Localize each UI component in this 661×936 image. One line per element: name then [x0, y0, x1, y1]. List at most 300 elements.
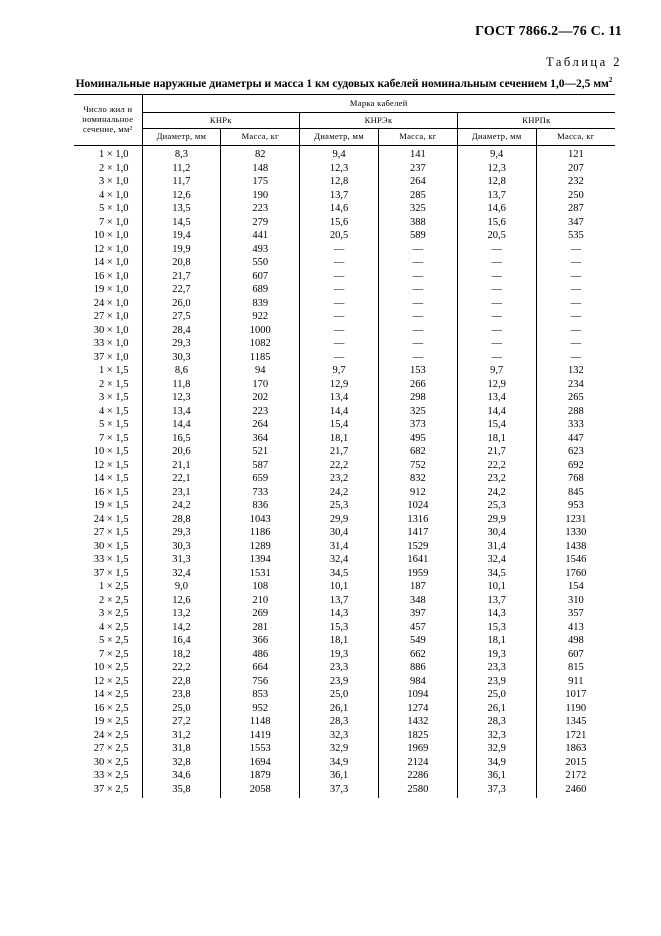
diameter-cell: 8,6	[142, 364, 221, 378]
mass-cell: —	[536, 256, 615, 270]
diameter-cell: 19,9	[142, 243, 221, 257]
mass-cell: 535	[536, 229, 615, 243]
diameter-cell: 34,5	[300, 567, 379, 581]
mass-cell: 373	[378, 418, 457, 432]
mass-cell: 1186	[221, 526, 300, 540]
cable-spec-cell: 1 × 2,5	[74, 580, 142, 594]
diameter-cell: 14,3	[457, 607, 536, 621]
diameter-cell: 21,1	[142, 459, 221, 473]
cable-spec-cell: 1 × 1,5	[74, 364, 142, 378]
diameter-cell: 13,7	[300, 594, 379, 608]
mass-cell: —	[378, 310, 457, 324]
mass-cell: —	[378, 351, 457, 365]
mass-cell: 413	[536, 621, 615, 635]
table-row	[74, 229, 615, 243]
diameter-cell: 22,2	[142, 661, 221, 675]
cable-spec-cell: 1 × 1,0	[74, 146, 142, 162]
diameter-cell: 20,8	[142, 256, 221, 270]
table-row	[74, 270, 615, 284]
subheader-mass: Масса, кг	[536, 129, 615, 146]
diameter-cell: 12,3	[142, 391, 221, 405]
mass-cell: 1345	[536, 715, 615, 729]
diameter-cell: 11,8	[142, 378, 221, 392]
table-row	[74, 607, 615, 621]
mass-cell: 298	[378, 391, 457, 405]
mass-cell: 659	[221, 472, 300, 486]
diameter-cell: 15,3	[457, 621, 536, 635]
cable-spec-cell: 19 × 2,5	[74, 715, 142, 729]
cable-spec-cell: 14 × 1,5	[74, 472, 142, 486]
table-row	[74, 715, 615, 729]
mass-cell: 2580	[378, 783, 457, 799]
diameter-cell: 13,7	[457, 594, 536, 608]
mass-cell: 1432	[378, 715, 457, 729]
table-row	[74, 729, 615, 743]
mass-cell: —	[536, 297, 615, 311]
mass-cell: 589	[378, 229, 457, 243]
diameter-cell: 11,7	[142, 175, 221, 189]
subheader-diameter: Диаметр, мм	[457, 129, 536, 146]
mass-cell: —	[378, 283, 457, 297]
diameter-cell: 14,4	[300, 405, 379, 419]
diameter-cell: —	[300, 270, 379, 284]
diameter-cell: 16,4	[142, 634, 221, 648]
diameter-cell: 31,4	[300, 540, 379, 554]
diameter-cell: —	[457, 310, 536, 324]
diameter-cell: —	[300, 324, 379, 338]
table-row	[74, 553, 615, 567]
mass-cell: 1553	[221, 742, 300, 756]
brand-knrk: КНРк	[142, 113, 300, 129]
row-header-cell: Число жил и номинальное сечение, мм²	[74, 95, 142, 146]
diameter-cell: 13,5	[142, 202, 221, 216]
diameter-cell: —	[457, 256, 536, 270]
mass-cell: 752	[378, 459, 457, 473]
mass-cell: 223	[221, 405, 300, 419]
mass-cell: 266	[378, 378, 457, 392]
mass-cell: 845	[536, 486, 615, 500]
diameter-cell: 32,4	[142, 567, 221, 581]
cable-spec-cell: 37 × 2,5	[74, 783, 142, 799]
mass-cell: —	[378, 256, 457, 270]
cable-spec-cell: 7 × 2,5	[74, 648, 142, 662]
mass-cell: —	[536, 310, 615, 324]
cable-spec-cell: 10 × 1,0	[74, 229, 142, 243]
diameter-cell: 13,2	[142, 607, 221, 621]
diameter-cell: 14,5	[142, 216, 221, 230]
diameter-cell: 26,1	[457, 702, 536, 716]
mass-cell: 441	[221, 229, 300, 243]
diameter-cell: 31,2	[142, 729, 221, 743]
table-row	[74, 162, 615, 176]
mass-cell: 1316	[378, 513, 457, 527]
mass-cell: 607	[221, 270, 300, 284]
table-row	[74, 567, 615, 581]
diameter-cell: 34,9	[457, 756, 536, 770]
diameter-cell: 14,4	[457, 405, 536, 419]
diameter-cell: 12,8	[300, 175, 379, 189]
diameter-cell: 30,4	[300, 526, 379, 540]
diameter-cell: 25,0	[300, 688, 379, 702]
mass-cell: 1043	[221, 513, 300, 527]
diameter-cell: 23,9	[300, 675, 379, 689]
mass-cell: 457	[378, 621, 457, 635]
diameter-cell: —	[300, 243, 379, 257]
cable-spec-cell: 33 × 1,5	[74, 553, 142, 567]
diameter-cell: 37,3	[300, 783, 379, 799]
cable-spec-cell: 16 × 1,5	[74, 486, 142, 500]
diameter-cell: 18,2	[142, 648, 221, 662]
diameter-cell: 9,7	[457, 364, 536, 378]
mass-cell: 364	[221, 432, 300, 446]
cable-spec-cell: 12 × 1,5	[74, 459, 142, 473]
diameter-cell: 23,3	[300, 661, 379, 675]
mass-cell: 1531	[221, 567, 300, 581]
table-row	[74, 742, 615, 756]
table-title-sup: 2	[608, 76, 613, 84]
cable-spec-cell: 10 × 2,5	[74, 661, 142, 675]
mass-cell: 498	[536, 634, 615, 648]
table-row	[74, 351, 615, 365]
diameter-cell: 24,2	[142, 499, 221, 513]
cable-spec-cell: 33 × 1,0	[74, 337, 142, 351]
table-row	[74, 310, 615, 324]
diameter-cell: 16,5	[142, 432, 221, 446]
diameter-cell: 29,3	[142, 337, 221, 351]
cable-spec-cell: 2 × 1,0	[74, 162, 142, 176]
brand-header-cell: Марка кабелей	[142, 95, 615, 113]
mass-cell: 495	[378, 432, 457, 446]
diameter-cell: —	[300, 310, 379, 324]
cable-spec-cell: 2 × 1,5	[74, 378, 142, 392]
diameter-cell: 22,2	[300, 459, 379, 473]
mass-cell: —	[536, 243, 615, 257]
mass-cell: 1879	[221, 769, 300, 783]
diameter-cell: 9,4	[457, 146, 536, 162]
diameter-cell: 27,5	[142, 310, 221, 324]
diameter-cell: 22,2	[457, 459, 536, 473]
diameter-cell: 10,1	[457, 580, 536, 594]
diameter-cell: —	[300, 337, 379, 351]
mass-cell: 839	[221, 297, 300, 311]
diameter-cell: 25,0	[142, 702, 221, 716]
diameter-cell: 15,6	[300, 216, 379, 230]
table-row	[74, 324, 615, 338]
mass-cell: —	[536, 270, 615, 284]
mass-cell: 325	[378, 405, 457, 419]
table-label: Таблица 2	[546, 55, 622, 69]
mass-cell: 333	[536, 418, 615, 432]
mass-cell: 279	[221, 216, 300, 230]
table-row	[74, 202, 615, 216]
diameter-cell: —	[457, 324, 536, 338]
cable-spec-cell: 16 × 1,0	[74, 270, 142, 284]
diameter-cell: 32,3	[457, 729, 536, 743]
mass-cell: 2286	[378, 769, 457, 783]
mass-cell: 1438	[536, 540, 615, 554]
mass-cell: 281	[221, 621, 300, 635]
mass-cell: 2124	[378, 756, 457, 770]
table-row	[74, 526, 615, 540]
diameter-cell: 18,1	[457, 634, 536, 648]
table-row	[74, 283, 615, 297]
table-row	[74, 146, 615, 162]
mass-cell: 815	[536, 661, 615, 675]
diameter-cell: 28,3	[457, 715, 536, 729]
mass-cell: 1641	[378, 553, 457, 567]
diameter-cell: 14,4	[142, 418, 221, 432]
table-row	[74, 513, 615, 527]
diameter-cell: 20,5	[457, 229, 536, 243]
cable-spec-cell: 14 × 1,0	[74, 256, 142, 270]
diameter-cell: 14,3	[300, 607, 379, 621]
table-row	[74, 418, 615, 432]
mass-cell: 207	[536, 162, 615, 176]
cable-spec-cell: 30 × 2,5	[74, 756, 142, 770]
mass-cell: 310	[536, 594, 615, 608]
diameter-cell: 12,3	[300, 162, 379, 176]
table-row	[74, 580, 615, 594]
table-row	[74, 540, 615, 554]
mass-cell: —	[378, 297, 457, 311]
diameter-cell: 21,7	[300, 445, 379, 459]
diameter-cell: 9,7	[300, 364, 379, 378]
diameter-cell: 19,4	[142, 229, 221, 243]
cable-spec-cell: 5 × 2,5	[74, 634, 142, 648]
diameter-cell: 31,4	[457, 540, 536, 554]
mass-cell: 1190	[536, 702, 615, 716]
mass-cell: 2058	[221, 783, 300, 799]
diameter-cell: 26,0	[142, 297, 221, 311]
diameter-cell: —	[457, 297, 536, 311]
diameter-cell: 32,8	[142, 756, 221, 770]
mass-cell: 366	[221, 634, 300, 648]
diameter-cell: 23,2	[300, 472, 379, 486]
diameter-cell: —	[300, 256, 379, 270]
mass-cell: 1417	[378, 526, 457, 540]
diameter-cell: 18,1	[457, 432, 536, 446]
mass-cell: 1289	[221, 540, 300, 554]
table-row	[74, 675, 615, 689]
diameter-cell: 29,9	[300, 513, 379, 527]
diameter-cell: 23,9	[457, 675, 536, 689]
mass-cell: 347	[536, 216, 615, 230]
cable-spec-cell: 3 × 1,5	[74, 391, 142, 405]
table-row	[74, 783, 615, 799]
table-row	[74, 688, 615, 702]
diameter-cell: 23,2	[457, 472, 536, 486]
cable-spec-cell: 4 × 1,0	[74, 189, 142, 203]
mass-cell: 264	[378, 175, 457, 189]
mass-cell: —	[378, 337, 457, 351]
diameter-cell: 30,3	[142, 540, 221, 554]
mass-cell: 2015	[536, 756, 615, 770]
diameter-cell: 30,3	[142, 351, 221, 365]
diameter-cell: 28,4	[142, 324, 221, 338]
cable-spec-cell: 4 × 2,5	[74, 621, 142, 635]
mass-cell: 1419	[221, 729, 300, 743]
mass-cell: 287	[536, 202, 615, 216]
table-row	[74, 445, 615, 459]
mass-cell: 1825	[378, 729, 457, 743]
table-row	[74, 175, 615, 189]
mass-cell: 1546	[536, 553, 615, 567]
diameter-cell: 23,8	[142, 688, 221, 702]
mass-cell: 1231	[536, 513, 615, 527]
cable-spec-cell: 27 × 2,5	[74, 742, 142, 756]
mass-cell: 325	[378, 202, 457, 216]
mass-cell: 689	[221, 283, 300, 297]
diameter-cell: 32,3	[300, 729, 379, 743]
mass-cell: 587	[221, 459, 300, 473]
mass-cell: 832	[378, 472, 457, 486]
mass-cell: 1529	[378, 540, 457, 554]
mass-cell: 141	[378, 146, 457, 162]
mass-cell: 269	[221, 607, 300, 621]
mass-cell: 664	[221, 661, 300, 675]
diameter-cell: 32,9	[300, 742, 379, 756]
table-row	[74, 769, 615, 783]
table-row	[74, 621, 615, 635]
cable-spec-cell: 27 × 1,0	[74, 310, 142, 324]
mass-cell: 911	[536, 675, 615, 689]
mass-cell: 1959	[378, 567, 457, 581]
mass-cell: 1760	[536, 567, 615, 581]
subheader-mass: Масса, кг	[221, 129, 300, 146]
cable-spec-cell: 3 × 1,0	[74, 175, 142, 189]
cable-spec-cell: 12 × 2,5	[74, 675, 142, 689]
cable-spec-cell: 37 × 1,0	[74, 351, 142, 365]
diameter-cell: 12,6	[142, 594, 221, 608]
diameter-cell: 28,3	[300, 715, 379, 729]
table-row	[74, 405, 615, 419]
table-row	[74, 648, 615, 662]
mass-cell: 953	[536, 499, 615, 513]
diameter-cell: 34,5	[457, 567, 536, 581]
mass-cell: 2172	[536, 769, 615, 783]
diameter-cell: 36,1	[300, 769, 379, 783]
diameter-cell: 30,4	[457, 526, 536, 540]
table-row	[74, 472, 615, 486]
table-row	[74, 594, 615, 608]
mass-cell: 234	[536, 378, 615, 392]
table-row	[74, 391, 615, 405]
mass-cell: 1000	[221, 324, 300, 338]
diameter-cell: 12,9	[457, 378, 536, 392]
page-header-doc-ref: ГОСТ 7866.2—76 С. 11	[475, 24, 622, 39]
mass-cell: 521	[221, 445, 300, 459]
diameter-cell: 21,7	[142, 270, 221, 284]
mass-cell: 912	[378, 486, 457, 500]
diameter-cell: 12,6	[142, 189, 221, 203]
diameter-cell: 20,6	[142, 445, 221, 459]
diameter-cell: 12,8	[457, 175, 536, 189]
diameter-cell: 22,1	[142, 472, 221, 486]
diameter-cell: 35,8	[142, 783, 221, 799]
diameter-cell: 15,4	[457, 418, 536, 432]
diameter-cell: 13,4	[142, 405, 221, 419]
cable-spec-cell: 3 × 2,5	[74, 607, 142, 621]
diameter-cell: 27,2	[142, 715, 221, 729]
mass-cell: 952	[221, 702, 300, 716]
table-row	[74, 702, 615, 716]
mass-cell: 175	[221, 175, 300, 189]
diameter-cell: 11,2	[142, 162, 221, 176]
mass-cell: 250	[536, 189, 615, 203]
mass-cell: 1863	[536, 742, 615, 756]
cable-spec-cell: 10 × 1,5	[74, 445, 142, 459]
diameter-cell: 15,6	[457, 216, 536, 230]
table-row	[74, 634, 615, 648]
table-row	[74, 432, 615, 446]
diameter-cell: —	[457, 283, 536, 297]
mass-cell: 121	[536, 146, 615, 162]
mass-cell: 1017	[536, 688, 615, 702]
table-title	[74, 78, 614, 90]
table-row	[74, 256, 615, 270]
mass-cell: 1274	[378, 702, 457, 716]
table-row	[74, 756, 615, 770]
diameter-cell: 10,1	[300, 580, 379, 594]
mass-cell: 2460	[536, 783, 615, 799]
mass-cell: 288	[536, 405, 615, 419]
cable-spec-cell: 14 × 2,5	[74, 688, 142, 702]
table-row	[74, 216, 615, 230]
diameter-cell: 29,9	[457, 513, 536, 527]
table-row	[74, 297, 615, 311]
diameter-cell: 26,1	[300, 702, 379, 716]
cable-spec-cell: 7 × 1,5	[74, 432, 142, 446]
mass-cell: 756	[221, 675, 300, 689]
mass-cell: 549	[378, 634, 457, 648]
cable-spec-cell: 30 × 1,5	[74, 540, 142, 554]
diameter-cell: 32,4	[300, 553, 379, 567]
subheader-diameter: Диаметр, мм	[142, 129, 221, 146]
cable-spec-cell: 7 × 1,0	[74, 216, 142, 230]
mass-cell: 190	[221, 189, 300, 203]
mass-cell: 108	[221, 580, 300, 594]
diameter-cell: 32,9	[457, 742, 536, 756]
table-body	[74, 146, 615, 799]
mass-cell: 662	[378, 648, 457, 662]
cable-spec-cell: 5 × 1,5	[74, 418, 142, 432]
diameter-cell: 31,3	[142, 553, 221, 567]
mass-cell: 447	[536, 432, 615, 446]
cable-spec-cell: 16 × 2,5	[74, 702, 142, 716]
mass-cell: 187	[378, 580, 457, 594]
mass-cell: 1185	[221, 351, 300, 365]
diameter-cell: —	[457, 337, 536, 351]
cable-spec-cell: 33 × 2,5	[74, 769, 142, 783]
diameter-cell: 19,3	[300, 648, 379, 662]
mass-cell: —	[536, 283, 615, 297]
diameter-cell: —	[300, 351, 379, 365]
mass-cell: 1082	[221, 337, 300, 351]
mass-cell: —	[536, 324, 615, 338]
diameter-cell: 14,6	[300, 202, 379, 216]
diameter-cell: 37,3	[457, 783, 536, 799]
cable-spec-cell: 37 × 1,5	[74, 567, 142, 581]
mass-cell: 357	[536, 607, 615, 621]
brand-knrek: КНРЭк	[300, 113, 458, 129]
diameter-cell: 15,4	[300, 418, 379, 432]
mass-cell: —	[536, 351, 615, 365]
mass-cell: 922	[221, 310, 300, 324]
diameter-cell: 8,3	[142, 146, 221, 162]
cable-spec-cell: 19 × 1,0	[74, 283, 142, 297]
diameter-cell: 13,4	[457, 391, 536, 405]
mass-cell: 237	[378, 162, 457, 176]
